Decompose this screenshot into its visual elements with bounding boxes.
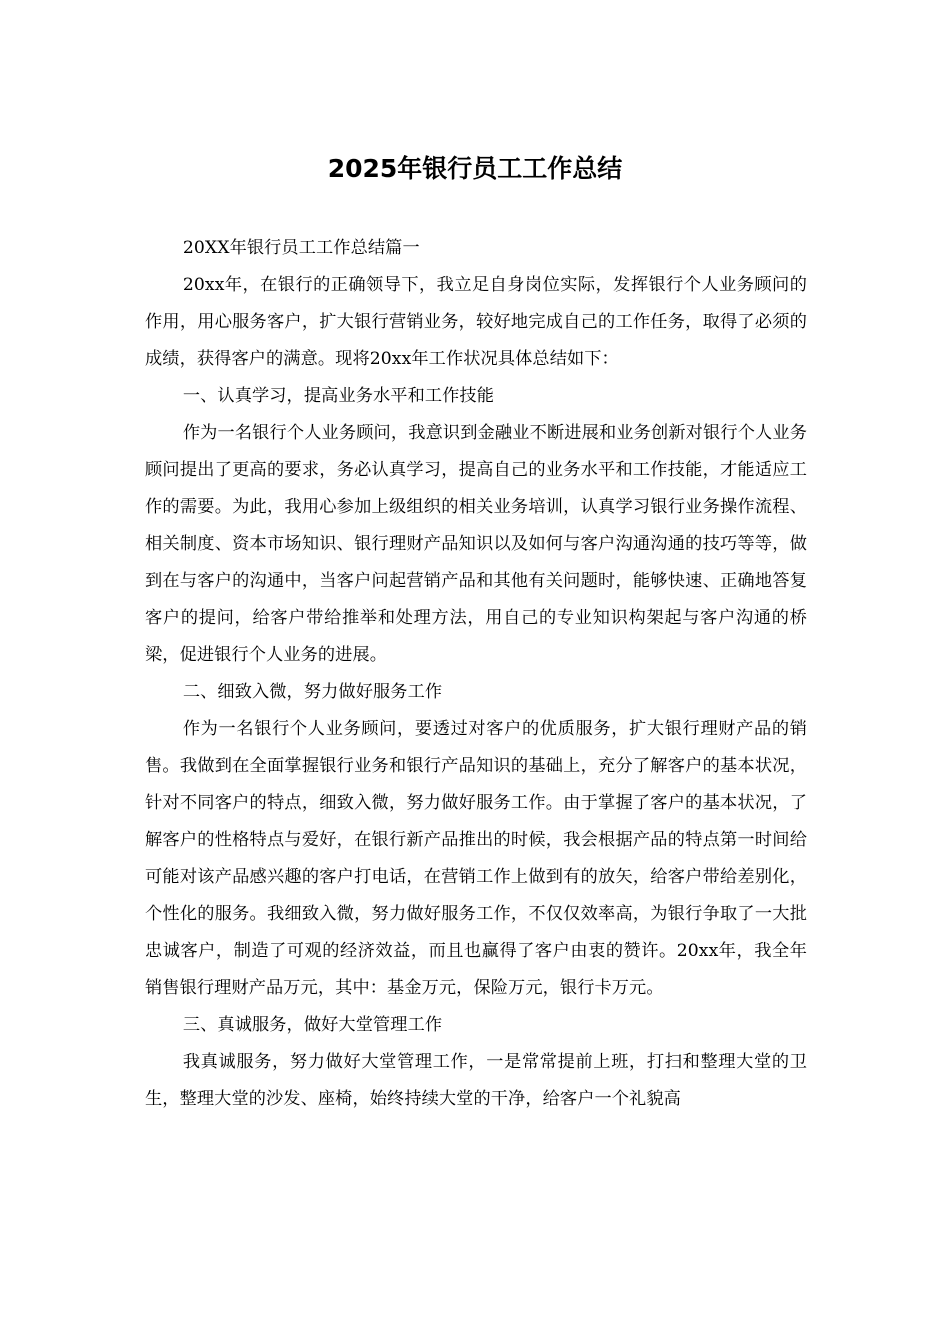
section-heading-article: 20XX年银行员工工作总结篇一 [182,238,420,258]
section-1-paragraph: 作为一名银行个人业务顾问，我意识到金融业不断进展和业务创新对银行个人业务顾问提出了更高的要求，务必认真学习，提高自己的业务水平和工作技能，才能适应工作的需要。为此，我用心参加上级组织的相关业务培训，认真学习银行业务操作流程、相关制度、资本市场知识、银行理财产品知识以及如何与客户沟通沟通的技巧等等，做到在与客户的沟通中，当客户问起营销产品和其他有关问题时，能够快速、正确地答复客户的提问，给客户带给推举和处理方法，用自己的专业知识构架起与客户沟通的桥梁，促进银行个人业务的进展。 [145,423,807,665]
section-heading-1: 一、认真学习，提高业务水平和工作技能 [182,386,495,406]
document-body [145,230,807,1118]
section-heading-2: 二、细致入微，努力做好服务工作 [182,682,443,702]
section-3-paragraph: 我真诚服务，努力做好大堂管理工作，一是常常提前上班，打扫和整理大堂的卫生，整理大堂的沙发、座椅，始终持续大堂的干净，给客户一个礼貌高 [145,1052,807,1109]
section-2-paragraph: 作为一名银行个人业务顾问，要透过对客户的优质服务，扩大银行理财产品的销售。我做到在全面掌握银行业务和银行产品知识的基础上，充分了解客户的基本状况，针对不同客户的特点，细致入微，努力做好服务工作。由于掌握了客户的基本状况，了解客户的性格特点与爱好，在银行新产品推出的时候，我会根据产品的特点第一时间给可能对该产品感兴趣的客户打电话，在营销工作上做到有的放矢，给客户带给差别化，个性化的服务。我细致入微，努力做好服务工作，不仅仅效率高，为银行争取了一大批忠诚客户，制造了可观的经济效益，而且也赢得了客户由衷的赞许。20xx年，我全年销售银行理财产品万元，其中：基金万元，保险万元，银行卡万元。 [145,719,807,998]
document-title: 2025年银行员工工作总结 [327,154,623,183]
intro-paragraph: 20xx年，在银行的正确领导下，我立足自身岗位实际，发挥银行个人业务顾问的作用，用心服务客户，扩大银行营销业务，较好地完成自己的工作任务，取得了必须的成绩，获得客户的满意。现将20xx年工作状况具体总结如下： [145,275,807,369]
section-heading-3: 三、真诚服务，做好大堂管理工作 [182,1015,443,1035]
